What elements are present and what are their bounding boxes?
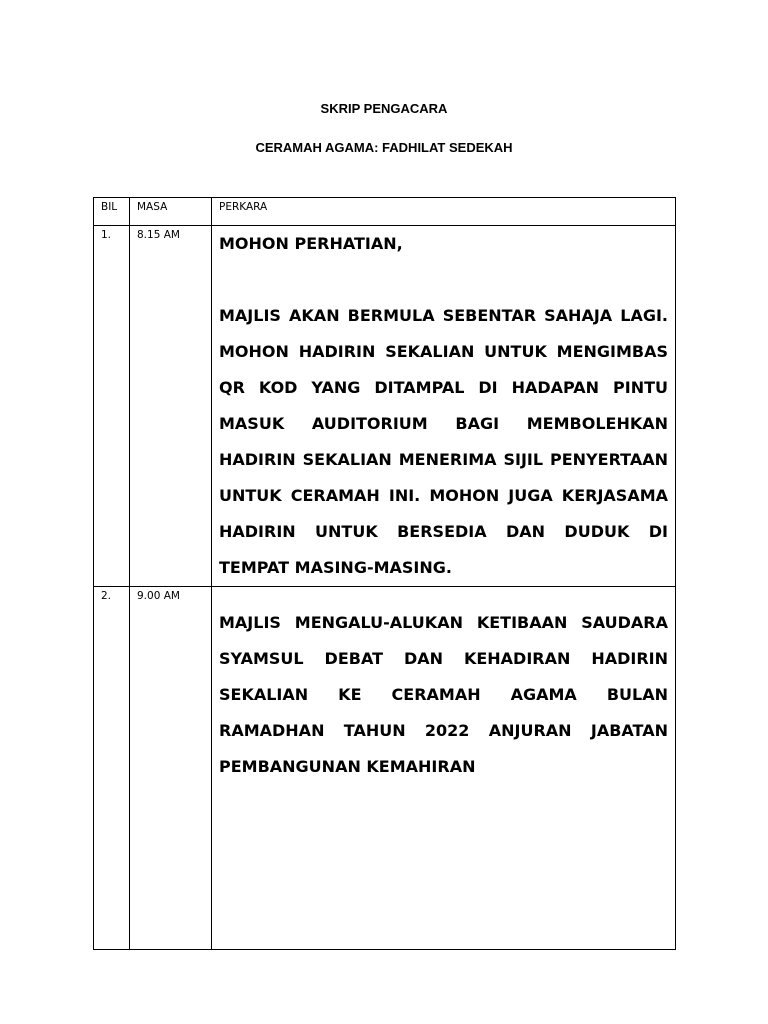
document-title: SKRIP PENGACARA	[320, 101, 448, 116]
document-subtitle: CERAMAH AGAMA: FADHILAT SEDEKAH	[255, 140, 513, 155]
header-bil: BIL	[94, 198, 130, 226]
row-text: MAJLIS AKAN BERMULA SEBENTAR SAHAJA LAGI. MOHON HADIRIN SEKALIAN UNTUK MENGIMBAS QR KOD YANG DITAMPAL DI HADAPAN PINTU MASUK AUDITORIUM BAGI MEMBOLEHKAN HADIRIN SEKALIAN MENERIMA SIJIL PENYERTAAN UNTUK CERAMAH INI. MOHON JUGA KERJASAMA HADIRIN UNTUK BERSEDIA DAN DUDUK DI TEMPAT MASING-MASING.	[219, 306, 668, 577]
table-header-row	[94, 198, 676, 226]
row-bil: 2.	[94, 587, 130, 950]
row-perkara	[212, 587, 676, 950]
table-row	[94, 226, 676, 587]
header-masa: MASA	[130, 198, 212, 226]
table-row	[94, 587, 676, 950]
row-text: MAJLIS MENGALU-ALUKAN KETIBAAN SAUDARA SYAMSUL DEBAT DAN KEHADIRAN HADIRIN SEKALIAN KE CERAMAH AGAMA BULAN RAMADHAN TAHUN 2022 ANJURAN JABATAN PEMBANGUNAN KEMAHIRAN	[219, 613, 668, 776]
header-perkara: PERKARA	[212, 198, 676, 226]
row-masa: 8.15 AM	[130, 226, 212, 587]
row-masa: 9.00 AM	[130, 587, 212, 950]
row-perkara	[212, 226, 676, 587]
row-bil: 1.	[94, 226, 130, 587]
row-heading: MOHON PERHATIAN,	[219, 234, 403, 253]
script-table	[93, 197, 676, 950]
